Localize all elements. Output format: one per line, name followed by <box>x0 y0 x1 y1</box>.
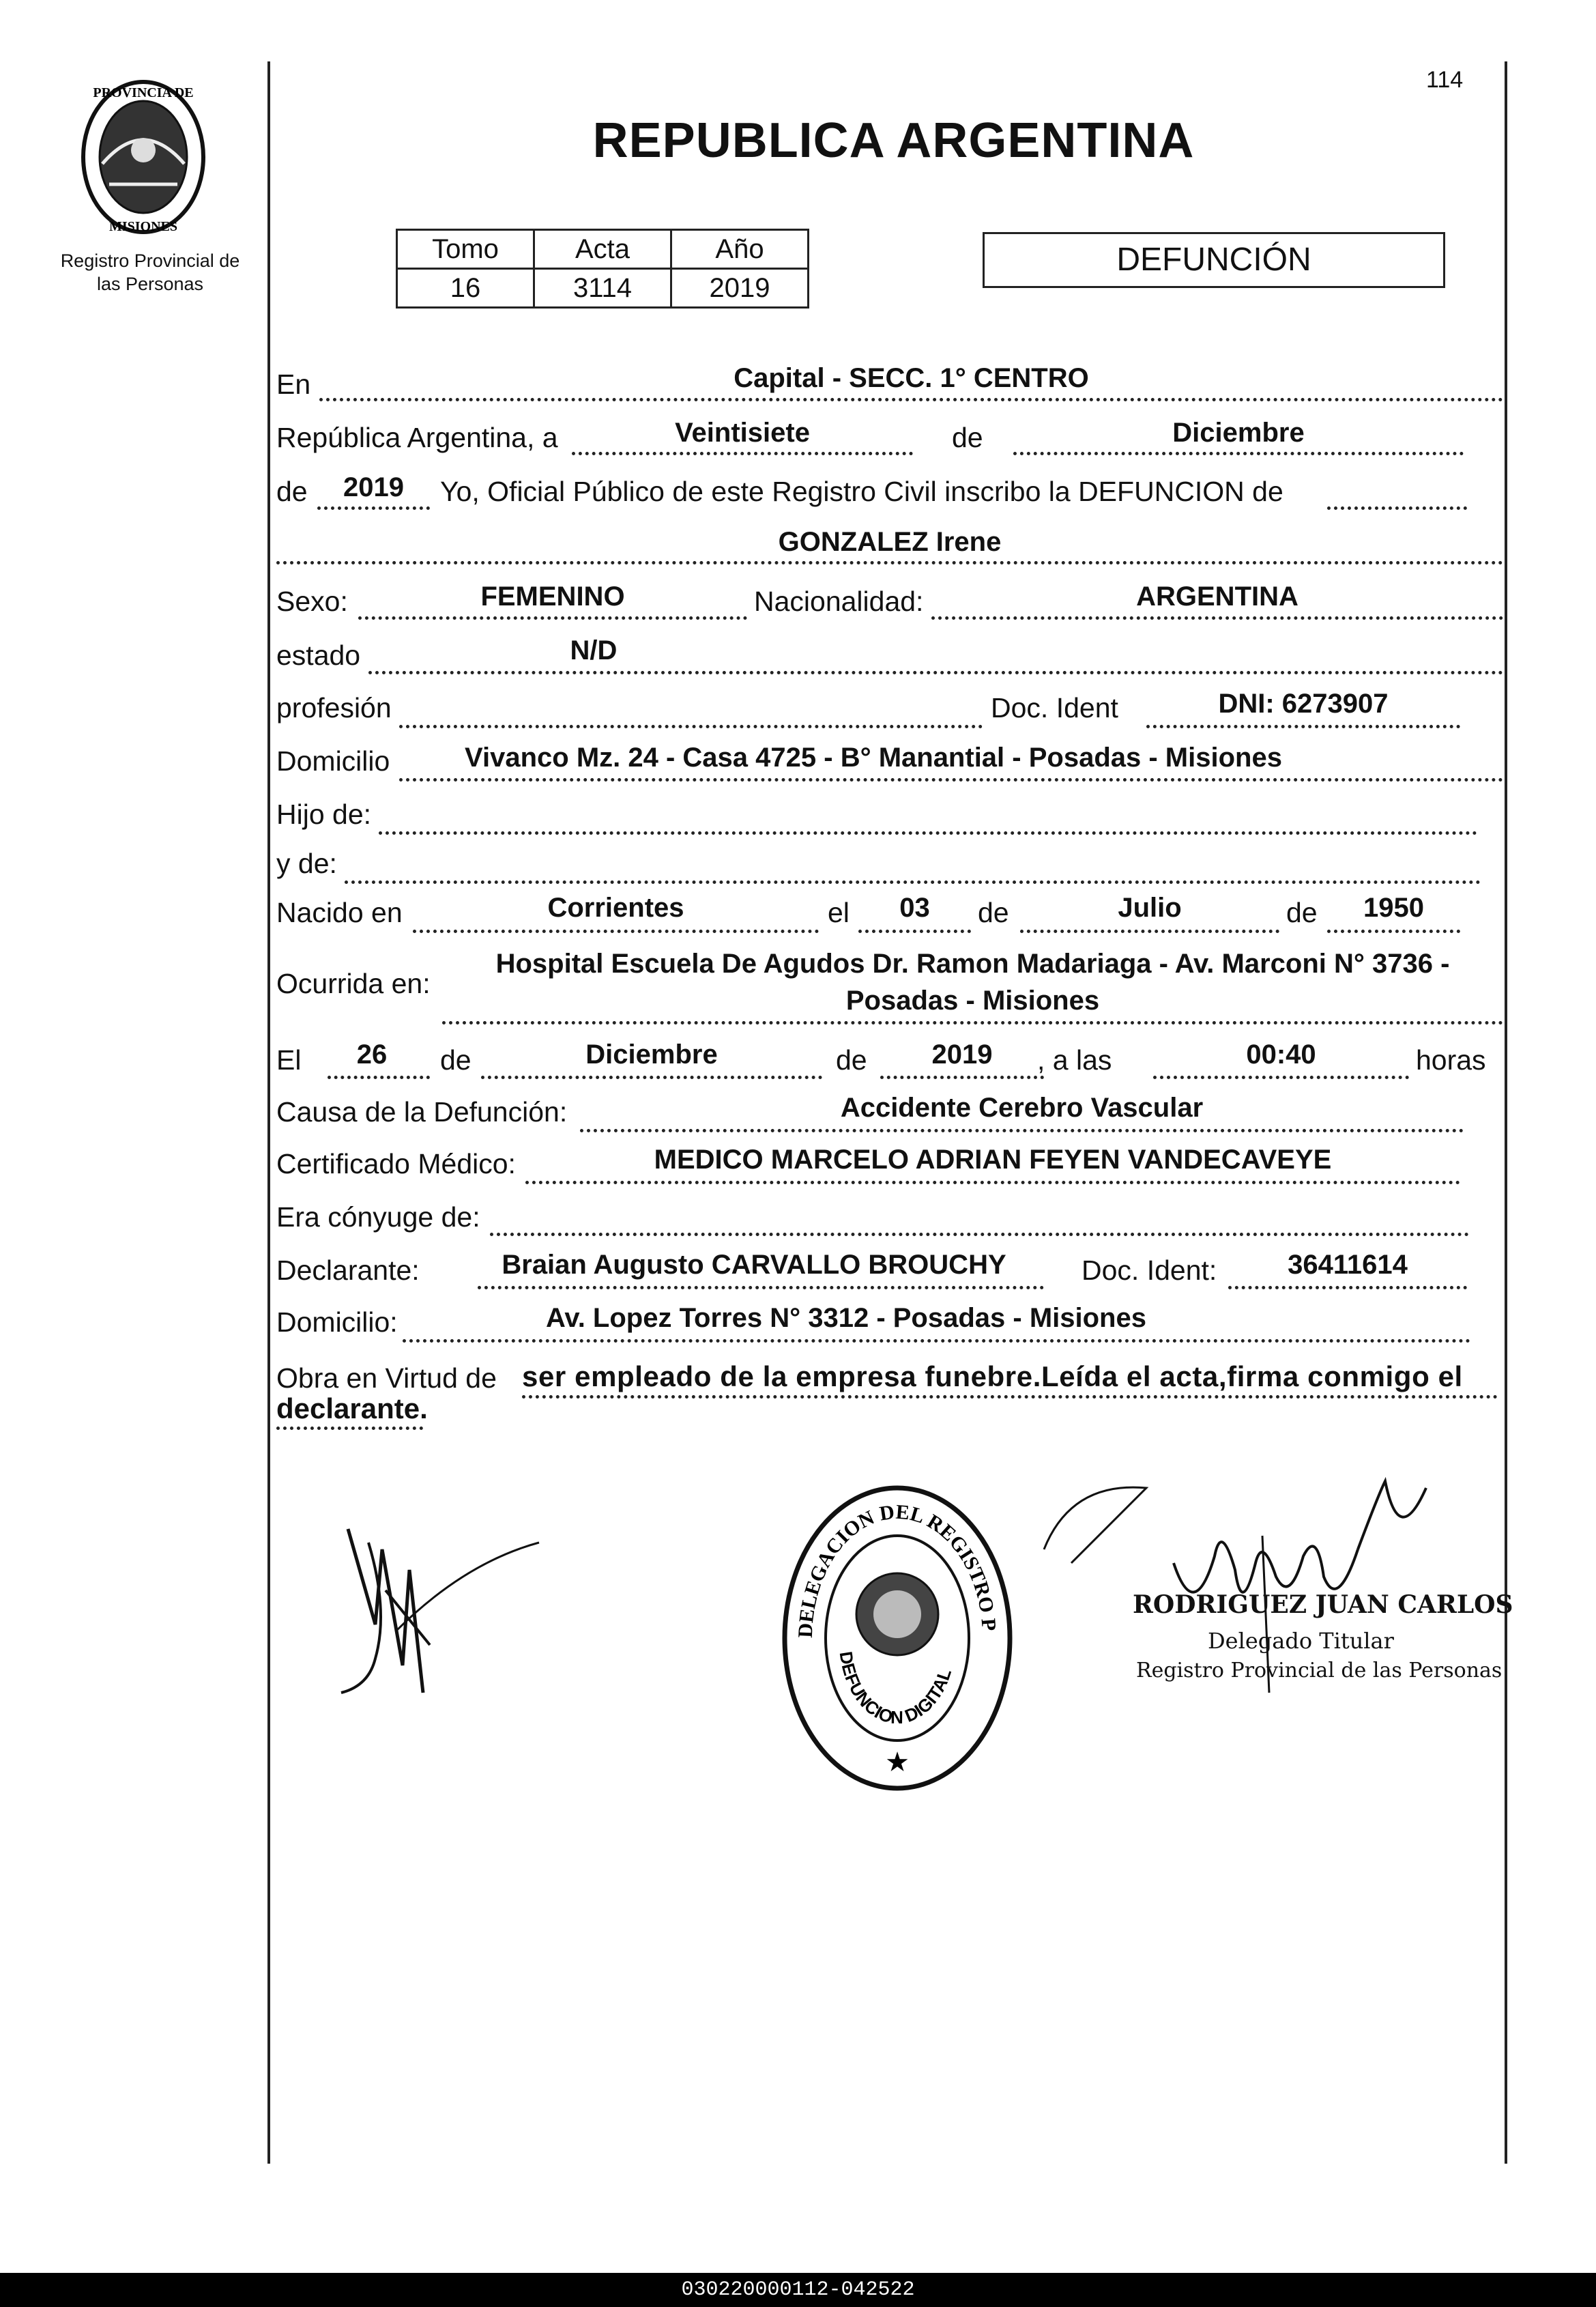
label-a-las: , a las <box>1037 1044 1112 1076</box>
value-sexo: FEMENINO <box>480 582 625 612</box>
value-nombre: GONZALEZ Irene <box>778 527 1002 557</box>
value-nacido-lugar: Corrientes <box>547 893 684 923</box>
line-nacionalidad <box>931 616 1503 620</box>
svg-text:DEFUNCION DIGITAL: DEFUNCION DIGITAL <box>835 1650 956 1728</box>
line-mes-inscripcion <box>1013 452 1464 455</box>
value-certificado: MEDICO MARCELO ADRIAN FEYEN VANDECAVEYE <box>654 1145 1332 1175</box>
label-certificado: Certificado Médico: <box>276 1148 516 1179</box>
value-declarante: Braian Augusto CARVALLO BROUCHY <box>502 1250 1006 1280</box>
line-nacido-lugar <box>413 930 819 933</box>
line-fallec-mes <box>481 1076 822 1079</box>
value-nacionalidad: ARGENTINA <box>1136 582 1298 612</box>
officer-role: Delegado Titular <box>1208 1628 1394 1654</box>
svg-text:★: ★ <box>885 1747 910 1778</box>
value-mes-inscripcion: Diciembre <box>1172 418 1305 448</box>
acta-value: 3114 <box>534 269 671 308</box>
value-ocurrida-linea2: Posadas - Misiones <box>845 986 1100 1016</box>
value-anio-inscripcion: 2019 <box>343 472 404 502</box>
line-fallec-anio <box>880 1076 1044 1079</box>
tomo-value: 16 <box>397 269 534 308</box>
line-nacido-mes <box>1020 930 1279 933</box>
value-nacido-anio: 1950 <box>1363 893 1424 923</box>
line-documento <box>1146 725 1460 728</box>
page-number: 114 <box>1426 67 1464 93</box>
label-y-de: y de: <box>276 848 337 879</box>
label-nacido-en: Nacido en <box>276 897 403 928</box>
value-nacido-mes: Julio <box>1118 893 1182 923</box>
value-fallec-hora: 00:40 <box>1246 1040 1316 1070</box>
value-virtud-linea1: ser empleado de la empresa funebre.Leída el acta,firma conmigo el <box>522 1360 1463 1392</box>
declarant-signature <box>328 1488 560 1720</box>
label-profesion: profesión <box>276 692 392 723</box>
label-de-anio: de <box>276 476 308 507</box>
line-domicilio <box>399 778 1503 782</box>
label-domicilio2: Domicilio: <box>276 1306 398 1338</box>
label-el-cap: El <box>276 1044 302 1076</box>
line-yo-trailing <box>1327 506 1467 510</box>
tomo-header: Tomo <box>397 230 534 269</box>
line-profesion <box>399 725 983 728</box>
label-de-nacido-mes: de <box>978 897 1009 928</box>
line-certificado <box>525 1181 1460 1184</box>
line-declarante-domicilio <box>403 1339 1470 1343</box>
label-hijo-de: Hijo de: <box>276 799 372 830</box>
label-de-mes: de <box>952 422 983 453</box>
value-fallec-dia: 26 <box>356 1040 388 1070</box>
line-virtud-1 <box>522 1395 1498 1399</box>
line-declarante <box>478 1286 1044 1289</box>
label-ocurrida-en: Ocurrida en: <box>276 968 431 999</box>
document-title: REPUBLICA ARGENTINA <box>592 113 1195 168</box>
registry-table <box>396 229 809 309</box>
office-label-line2: las Personas <box>96 274 204 294</box>
svg-text:MISIONES: MISIONES <box>108 219 178 234</box>
acta-header: Acta <box>534 230 671 269</box>
line-estado <box>368 671 1503 674</box>
label-conyuge: Era cónyuge de: <box>276 1201 480 1233</box>
label-de-fallec-mes: de <box>440 1044 471 1076</box>
label-domicilio: Domicilio <box>276 745 390 777</box>
value-lugar: Capital - SECC. 1° CENTRO <box>734 363 1089 393</box>
value-domicilio: Vivanco Mz. 24 - Casa 4725 - B° Manantial - Posadas - Misiones <box>465 743 1282 773</box>
label-el: el <box>828 897 850 928</box>
value-nacido-dia: 03 <box>899 893 930 923</box>
label-causa: Causa de la Defunción: <box>276 1096 568 1128</box>
line-nombre <box>276 561 1503 564</box>
line-dia-inscripcion <box>572 452 913 455</box>
label-de-nacido-anio: de <box>1286 897 1318 928</box>
value-dia-inscripcion: Veintisiete <box>675 418 810 448</box>
anio-value: 2019 <box>671 269 809 308</box>
label-horas: horas <box>1416 1044 1486 1076</box>
label-nacionalidad: Nacionalidad: <box>754 586 924 617</box>
label-obra-en-virtud: Obra en Virtud de <box>276 1362 497 1394</box>
line-declarante-doc <box>1228 1286 1467 1289</box>
value-declarante-domicilio: Av. Lopez Torres N° 3312 - Posadas - Misiones <box>546 1303 1146 1333</box>
line-fallec-hora <box>1153 1076 1409 1079</box>
line-virtud-2 <box>276 1427 423 1430</box>
value-estado: N/D <box>570 635 618 665</box>
left-margin-rule <box>267 61 270 2164</box>
line-sexo <box>358 616 747 620</box>
line-anio-inscripcion <box>317 506 430 510</box>
svg-text:DELEGACION DEL REGISTRO PROVIN: DELEGACION DEL REGISTRO P <box>794 1500 1000 1639</box>
svg-text:PROVINCIA DE: PROVINCIA DE <box>93 85 194 100</box>
office-label <box>27 249 273 296</box>
officer-institution: Registro Provincial de las Personas <box>1136 1659 1503 1682</box>
line-causa <box>580 1129 1464 1132</box>
right-margin-rule <box>1505 61 1507 2164</box>
label-en: En <box>276 369 311 400</box>
value-causa: Accidente Cerebro Vascular <box>840 1093 1204 1123</box>
line-en <box>319 398 1503 401</box>
officer-name: RODRIGUEZ JUAN CARLOS <box>1133 1590 1513 1619</box>
label-republica: República Argentina, a <box>276 422 558 453</box>
label-doc-ident: Doc. Ident <box>991 692 1118 723</box>
label-declarante: Declarante: <box>276 1255 420 1286</box>
line-nacido-anio <box>1327 930 1460 933</box>
label-doc-ident2: Doc. Ident: <box>1082 1255 1217 1286</box>
office-label-line1: Registro Provincial de <box>60 250 240 271</box>
value-declarante-doc: 36411614 <box>1288 1250 1408 1280</box>
official-stamp <box>774 1478 1020 1799</box>
label-yo-text: Yo, Oficial Público de este Registro Civil inscribo la DEFUNCION de <box>440 476 1283 507</box>
label-estado: estado <box>276 640 361 671</box>
label-de-fallec-anio: de <box>836 1044 867 1076</box>
line-nacido-dia <box>858 930 971 933</box>
record-type-box: DEFUNCIÓN <box>983 232 1445 288</box>
anio-header: Año <box>671 230 809 269</box>
footer-barcode: 030220000112-042522 <box>0 2273 1596 2307</box>
line-y-de <box>345 880 1481 884</box>
value-fallec-anio: 2019 <box>931 1040 993 1070</box>
line-conyuge <box>490 1233 1469 1236</box>
value-fallec-mes: Diciembre <box>585 1040 718 1070</box>
line-fallec-dia <box>328 1076 430 1079</box>
value-documento: DNI: 6273907 <box>1218 689 1389 719</box>
value-virtud-linea2: declarante. <box>276 1392 428 1424</box>
label-sexo: Sexo: <box>276 586 348 617</box>
value-ocurrida-linea1: Hospital Escuela De Agudos Dr. Ramon Madariaga - Av. Marconi N° 3736 - <box>495 949 1450 979</box>
line-hijo-de <box>379 831 1477 835</box>
line-ocurrida <box>442 1021 1503 1024</box>
